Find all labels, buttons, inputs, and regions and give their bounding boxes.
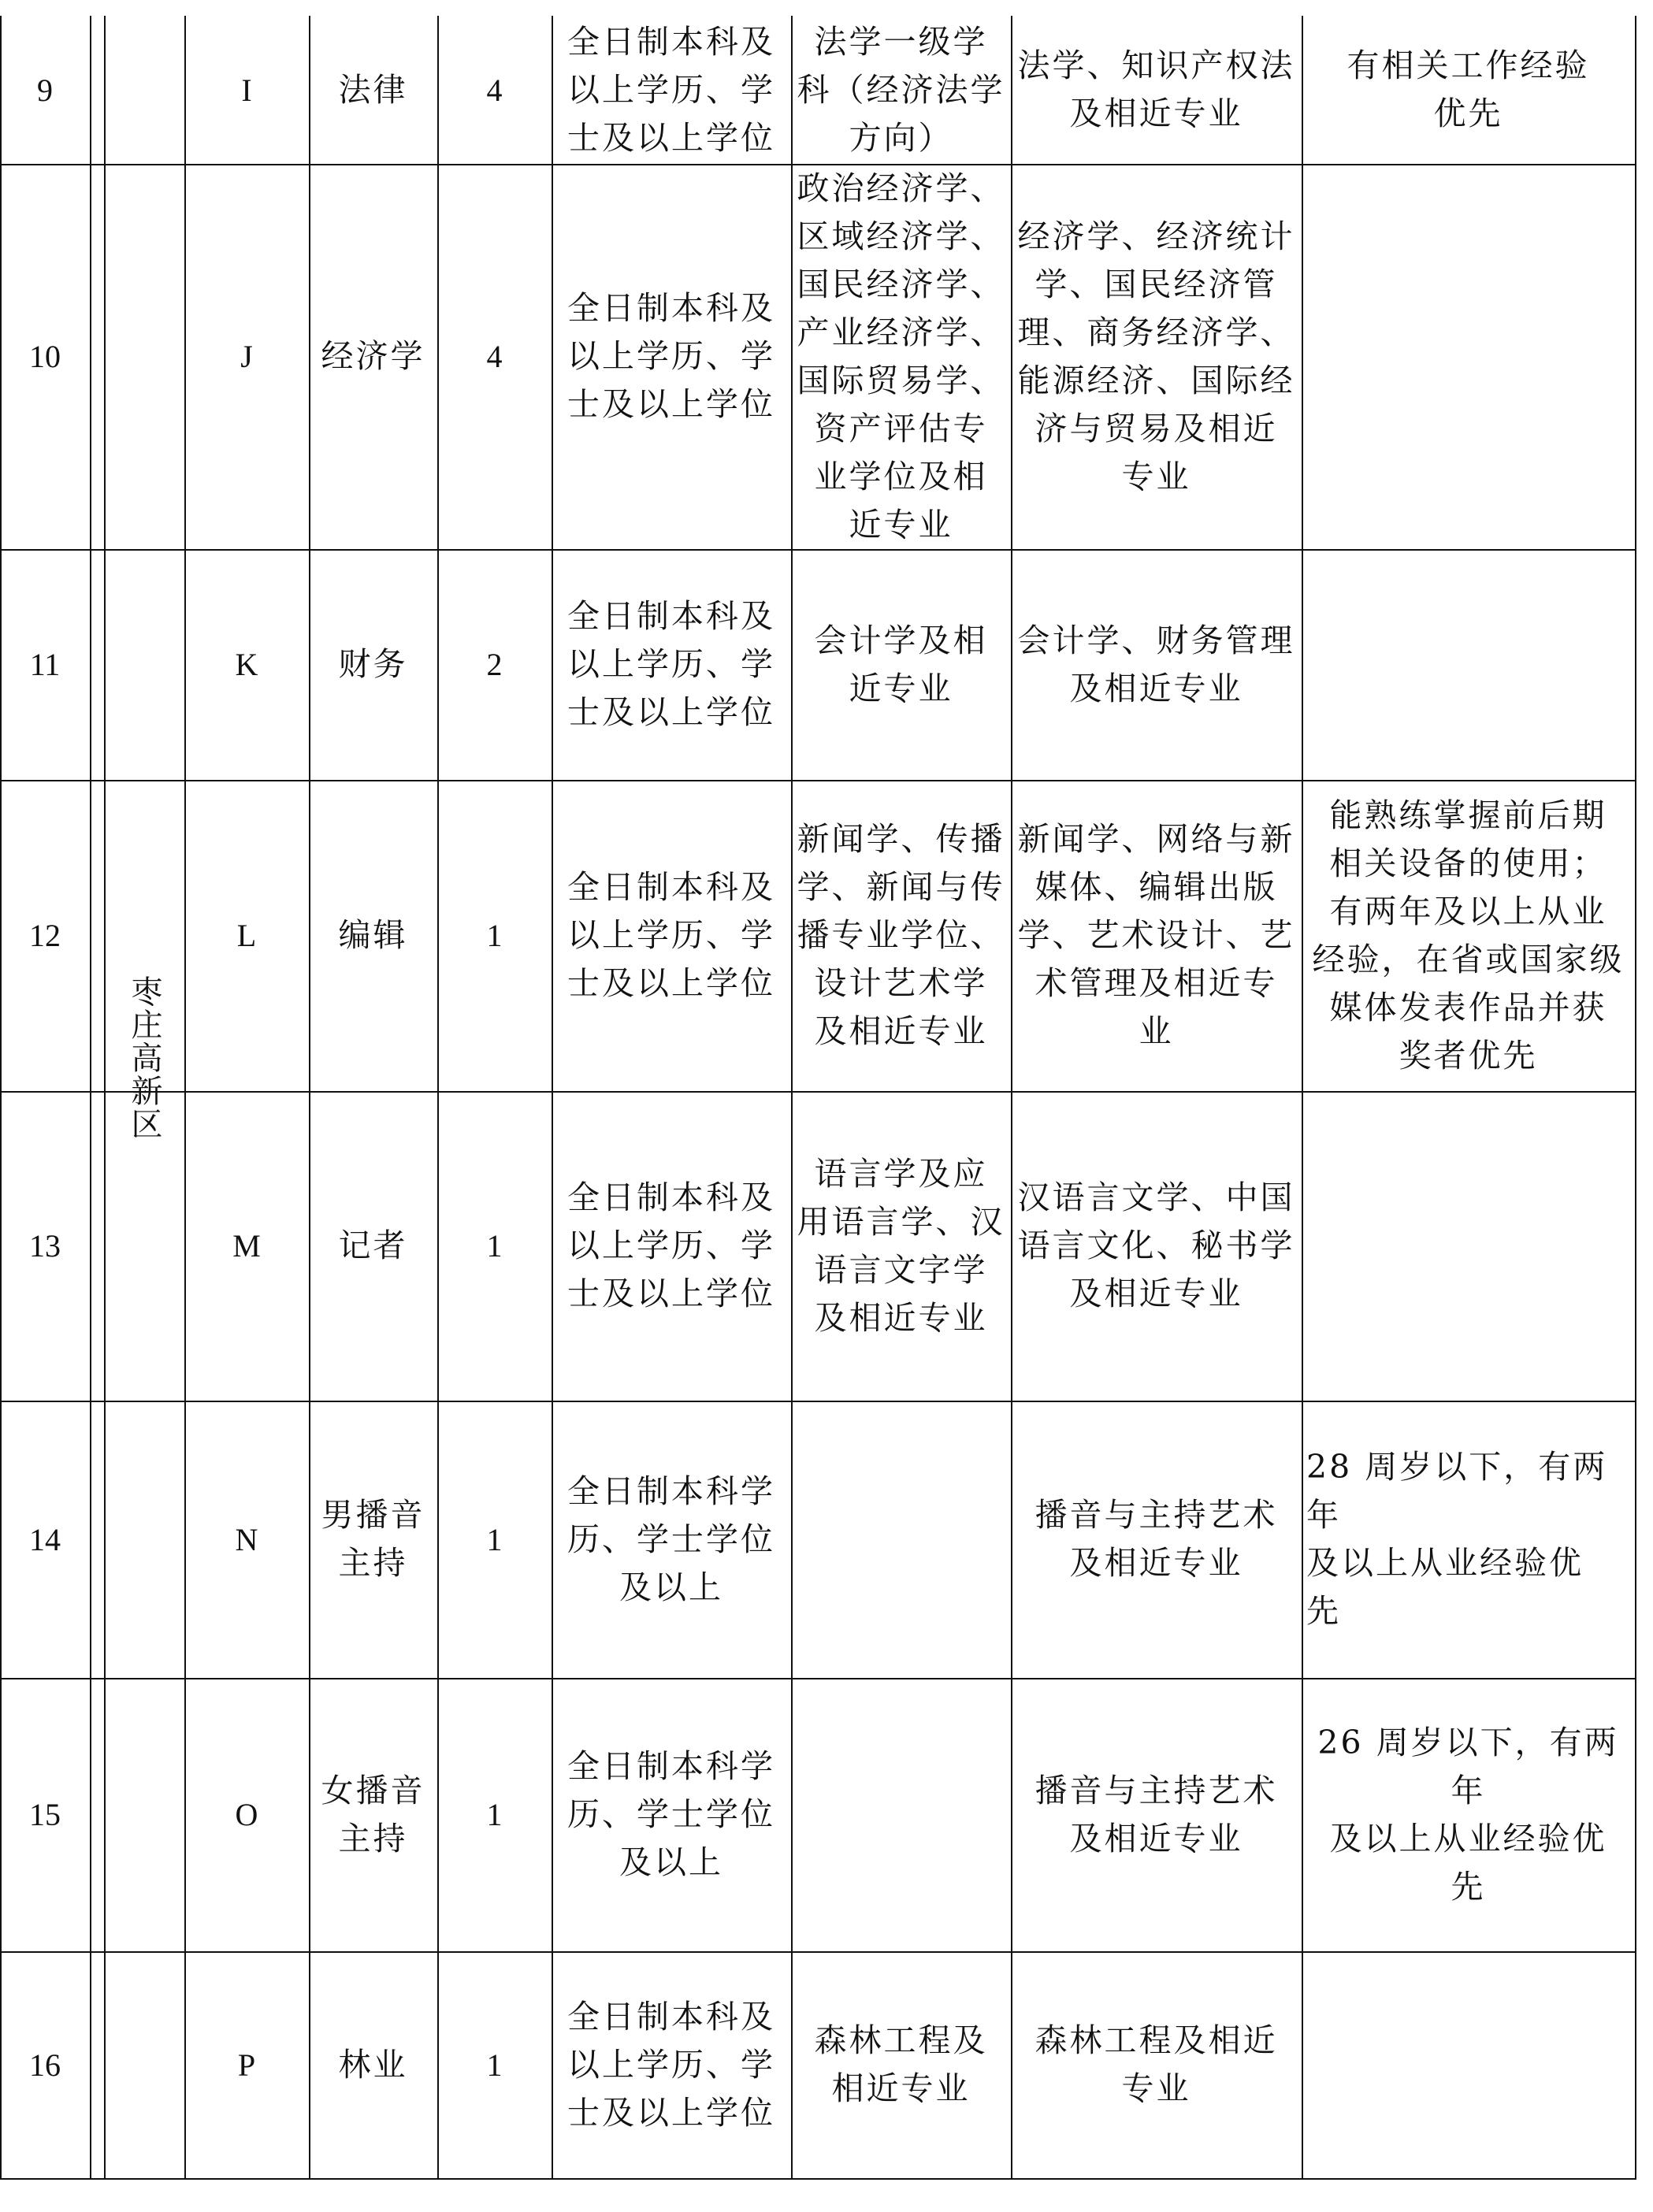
education-requirement: 全日制本科及 以上学历、学 士及以上学位 [567,289,775,423]
post-code: K [235,647,258,682]
post-code: J [240,339,253,374]
column-border [90,16,91,2180]
hire-count: 2 [486,647,503,682]
post-code: I [241,72,252,108]
undergrad-major: 播音与主持艺术 及相近专业 [1035,1496,1278,1582]
row-number: 12 [29,918,61,953]
education-requirement: 全日制本科及 以上学历、学 士及以上学位 [567,1178,775,1312]
row-number: 11 [29,647,61,682]
post-name: 编辑 [338,916,408,954]
undergrad-major: 会计学、财务管理 及相近专业 [1017,621,1295,707]
hire-count: 4 [486,339,503,374]
graduate-major: 法学一级学 科（经济法学 方向） [797,22,1005,157]
remarks [1302,1091,1635,1401]
post-name: 经济学 [321,337,425,375]
hire-count: 1 [486,918,503,953]
undergrad-major: 法学、知识产权法 及相近专业 [1017,46,1295,132]
education-requirement: 全日制本科学 历、学士学位 及以上 [567,1747,775,1881]
post-code: L [236,918,257,953]
row-number: 10 [29,339,61,374]
education-requirement: 全日制本科及 以上学历、学 士及以上学位 [567,1997,775,2132]
graduate-major: 政治经济学、 区域经济学、 国民经济学、 产业经济学、 国际贸易学、 资产评估专 业学位及相 近专业 [797,169,1005,544]
row-number: 13 [29,1228,61,1264]
remarks: 有相关工作经验 优先 [1347,46,1590,132]
row-number: 15 [29,1797,61,1832]
graduate-major: 语言学及应 用语言学、汉 语言文字学 及相近专业 [797,1154,1005,1337]
remarks [1302,164,1635,549]
row-number: 14 [29,1521,61,1557]
graduate-major: 森林工程及 相近专业 [814,2021,988,2107]
education-requirement: 全日制本科学 历、学士学位 及以上 [567,1472,775,1606]
post-code: M [232,1228,261,1264]
post-name: 法律 [338,70,408,109]
remarks: 能熟练掌握前后期 相关设备的使用； 有两年及以上从业 经验，在省或国家级 媒体发表作品并获 奖者优先 [1312,796,1625,1074]
column-border [1635,16,1636,2180]
post-code: P [237,2047,256,2083]
undergrad-major: 播音与主持艺术 及相近专业 [1035,1771,1278,1858]
graduate-major [791,1401,1011,1678]
education-requirement: 全日制本科及 以上学历、学 士及以上学位 [567,597,775,731]
row-number: 9 [37,72,53,108]
undergrad-major: 经济学、经济统计 学、国民经济管 理、商务经济学、 能源经济、国际经 济与贸易及相近 专业 [1017,217,1295,495]
post-name: 记者 [338,1227,408,1264]
row-number: 16 [29,2047,61,2083]
hire-count: 1 [486,1797,503,1832]
hire-count: 1 [486,1228,503,1264]
post-code: N [235,1521,258,1557]
undergrad-major: 新闻学、网络与新 媒体、编辑出版 学、艺术设计、艺 术管理及相近专 业 [1017,820,1295,1050]
remarks: 26 周岁以下，有两年 及以上从业经验优 先 [1317,1723,1619,1906]
post-code: O [235,1797,258,1832]
post-name: 林业 [338,2045,408,2084]
remarks: 28 周岁以下，有两年 及以上从业经验优 先 [1306,1448,1608,1630]
undergrad-major: 森林工程及相近 专业 [1035,2021,1278,2107]
post-name: 女播音 主持 [321,1771,425,1858]
hire-count: 1 [486,1521,503,1557]
undergrad-major: 汉语言文学、中国 语言文化、秘书学 及相近专业 [1017,1178,1295,1312]
education-requirement: 全日制本科及 以上学历、学 士及以上学位 [567,868,775,1002]
row-border [0,2178,1636,2180]
education-requirement: 全日制本科及 以上学历、学 士及以上学位 [567,22,775,157]
remarks [1302,549,1635,780]
graduate-major [791,1678,1011,1951]
post-name: 财务 [338,645,408,683]
hire-count: 4 [486,72,503,108]
remarks [1302,1951,1635,2178]
post-name: 男播音 主持 [321,1496,425,1582]
region-cell [104,164,184,1951]
hire-count: 1 [486,2047,503,2083]
graduate-major: 会计学及相 近专业 [814,621,988,707]
graduate-major: 新闻学、传播 学、新闻与传 播专业学位、 设计艺术学 及相近专业 [797,820,1005,1050]
region-label: 枣庄高新区 [126,974,162,1141]
